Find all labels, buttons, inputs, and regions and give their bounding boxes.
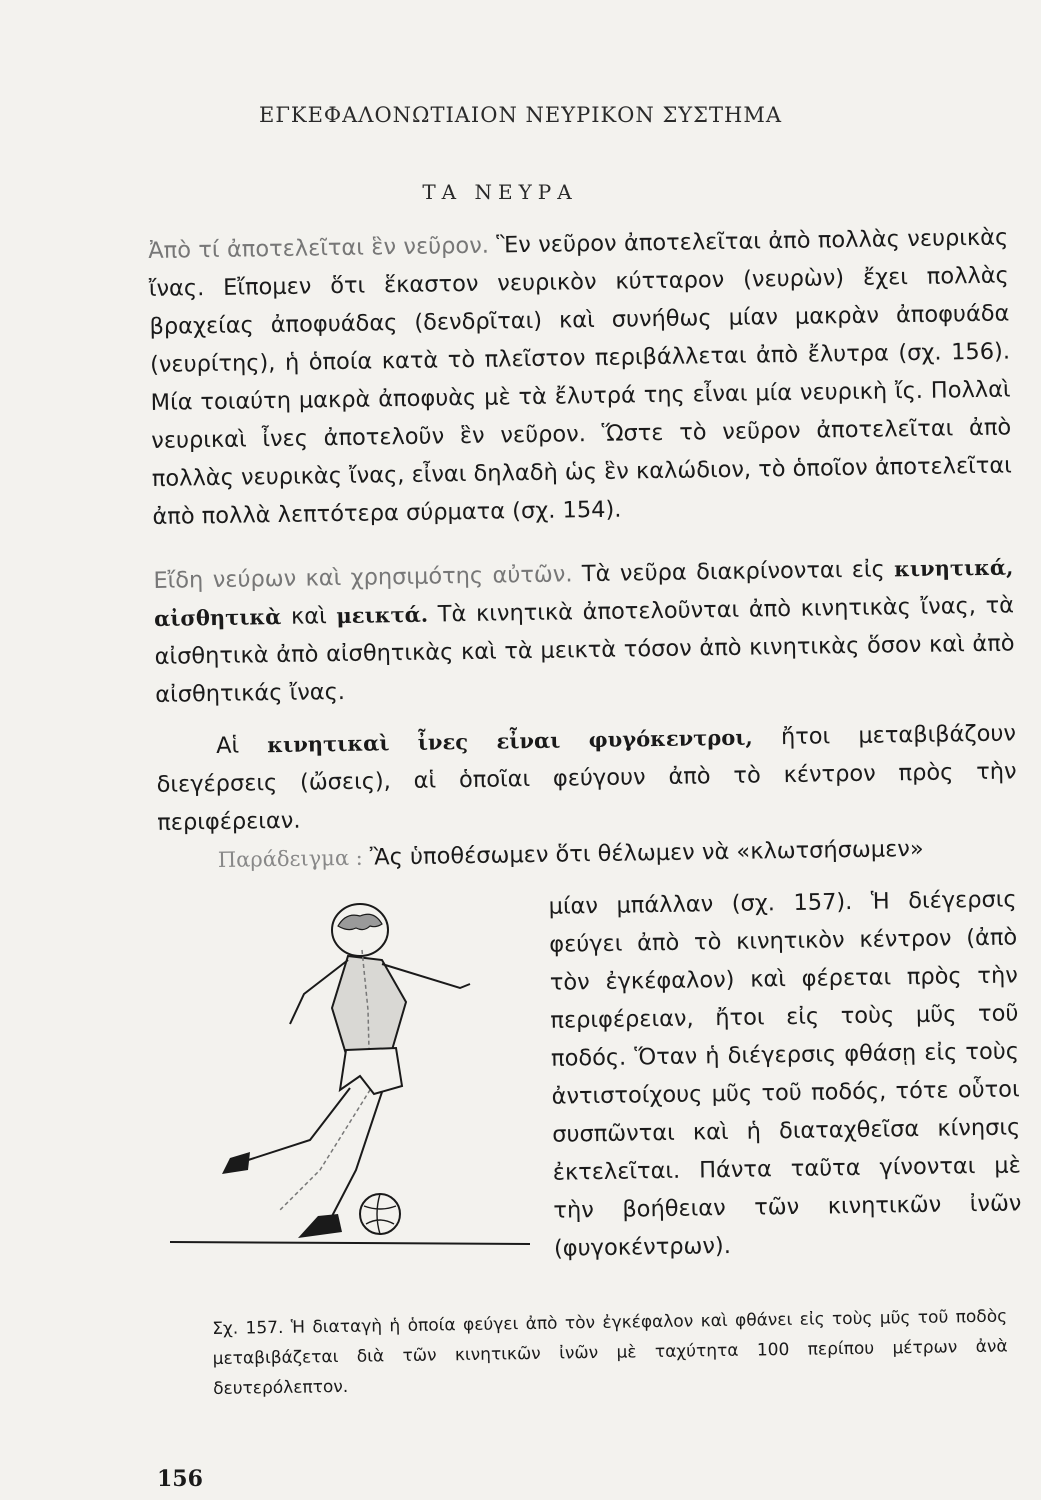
- paragraph-3-text-a: Αἱ: [215, 732, 268, 759]
- football-player-kicking-ball-icon: [170, 890, 540, 1260]
- paragraph-2-lead: Εἴδη νεύρων καὶ χρησιμότης αὐτῶν.: [153, 561, 573, 594]
- paragraph-2-text-c: Τὰ κινητικὰ ἀποτελοῦνται ἀπὸ κινητικὰς ἴνας, τὰ αἰσθητικὰ ἀπὸ αἰσθητικὰς καὶ τὰ μεικτὰ τόσον ἀπὸ κινητικὰς ὅσον καὶ ἀπὸ αἰσθητικάς ἴνας.: [154, 592, 1015, 708]
- paragraph-2-bold2: μεικτά.: [336, 601, 429, 629]
- example-side-text: μίαν μπάλλαν (σχ. 157). Ἡ διέγερσις φεύγει ἀπὸ τὸ κινητικὸν κέντρον (ἀπὸ τὸν ἐγκέφαλον) καὶ φέρεται πρὸς τὴν περιφέρειαν, ἤτοι εἰς τοὺς μῦς τοῦ ποδός. Ὅταν ἡ διέγερσις φθάσῃ εἰς τοὺς ἀντιστοίχους μῦς τοῦ ποδός, τότε οὗτοι συσπῶνται καὶ ἡ διαταχθεῖσα κίνησις ἐκτελεῖται. Πάντα ταῦτα γίνονται μὲ τὴν βοήθειαν τῶν κινητικῶν ἰνῶν (φυγοκέντρων).: [548, 886, 1022, 1262]
- paragraph-2: [153, 548, 1015, 713]
- paragraph-3-text-b: ἤτοι μεταβιβάζουν διεγέρσεις (ὤσεις), αἱ ὁποῖαι φεύγουν ἀπὸ τὸ κέντρον πρὸς τὴν περιφέρειαν.: [156, 720, 1017, 836]
- figure-157: [170, 890, 540, 1260]
- running-head: ΕΓΚΕΦΑΛΟΝΩΤΙΑΙΟΝ ΝΕΥΡΙΚΟΝ ΣΥΣΤΗΜΑ: [259, 103, 782, 127]
- section-title: ΤΑ ΝΕΥΡΑ: [422, 180, 578, 204]
- paragraph-1-text: Ἓν νεῦρον ἀποτελεῖται ἀπὸ πολλὰς νευρικὰς ἴνας. Εἴπομεν ὅτι ἕκαστον νευρικὸν κύτταρον (νευρὼν) ἔχει πολλὰς βραχείας ἀποφυάδας (δενδρῖται) καὶ συνήθως μίαν μακρὰν ἀποφυάδα (νευρίτης), ἡ ὁποία κατὰ τὸ πλεῖστον περιβάλλεται ἀπὸ ἔλυτρα (σχ. 156). Μία τοιαύτη μακρὰ ἀποφυὰς μὲ τὰ ἔλυτρά της εἶναι μία νευρικὴ ἴς. Πολλαὶ νευρικαὶ ἶνες ἀποτελοῦν ἓν νεῦρον. Ὥστε τὸ νεῦρον ἀποτελεῖται ἀπὸ πολλὰς νευρικὰς ἴνας, εἶναι δηλαδὴ ὡς ἓν καλώδιον, τὸ ὁποῖον ἀποτελεῖται ἀπὸ πολλὰ λεπτότερα σύρματα (σχ. 154).: [148, 224, 1012, 530]
- figure-caption: Σχ. 157. Ἡ διαταγὴ ἡ ὁποία φεύγει ἀπὸ τὸν ἐγκέφαλον καὶ φθάνει εἰς τοὺς μῦς τοῦ ποδὸς μεταβιβάζεται διὰ τῶν κινητικῶν ἰνῶν μὲ ταχύτητα 100 περίπου μέτρων ἀνὰ δευτερόλεπτον.: [212, 1306, 1008, 1399]
- paragraph-2-text-b: καὶ: [281, 603, 337, 630]
- paragraph-3: [156, 714, 1018, 841]
- paragraph-3-bold: κινητικαὶ ἶνες εἶναι φυγόκεντροι,: [267, 724, 753, 758]
- paragraph-1: [148, 218, 1013, 535]
- example-first-text: Ἂς ὑποθέσωμεν ὅτι θέλωμεν νὰ «κλωτσήσωμεν»: [362, 835, 924, 871]
- paragraph-2-bold: κινητικά, αἰσθητικὰ: [153, 554, 1014, 631]
- paragraph-2-text-a: Τὰ νεῦρα διακρίνονται εἰς: [572, 556, 895, 588]
- paragraph-1-lead: Ἀπὸ τί ἀποτελεῖται ἓν νεῦρον.: [148, 232, 490, 264]
- example-label: Παράδειγμα :: [217, 845, 363, 872]
- page-number: 156: [157, 1466, 203, 1492]
